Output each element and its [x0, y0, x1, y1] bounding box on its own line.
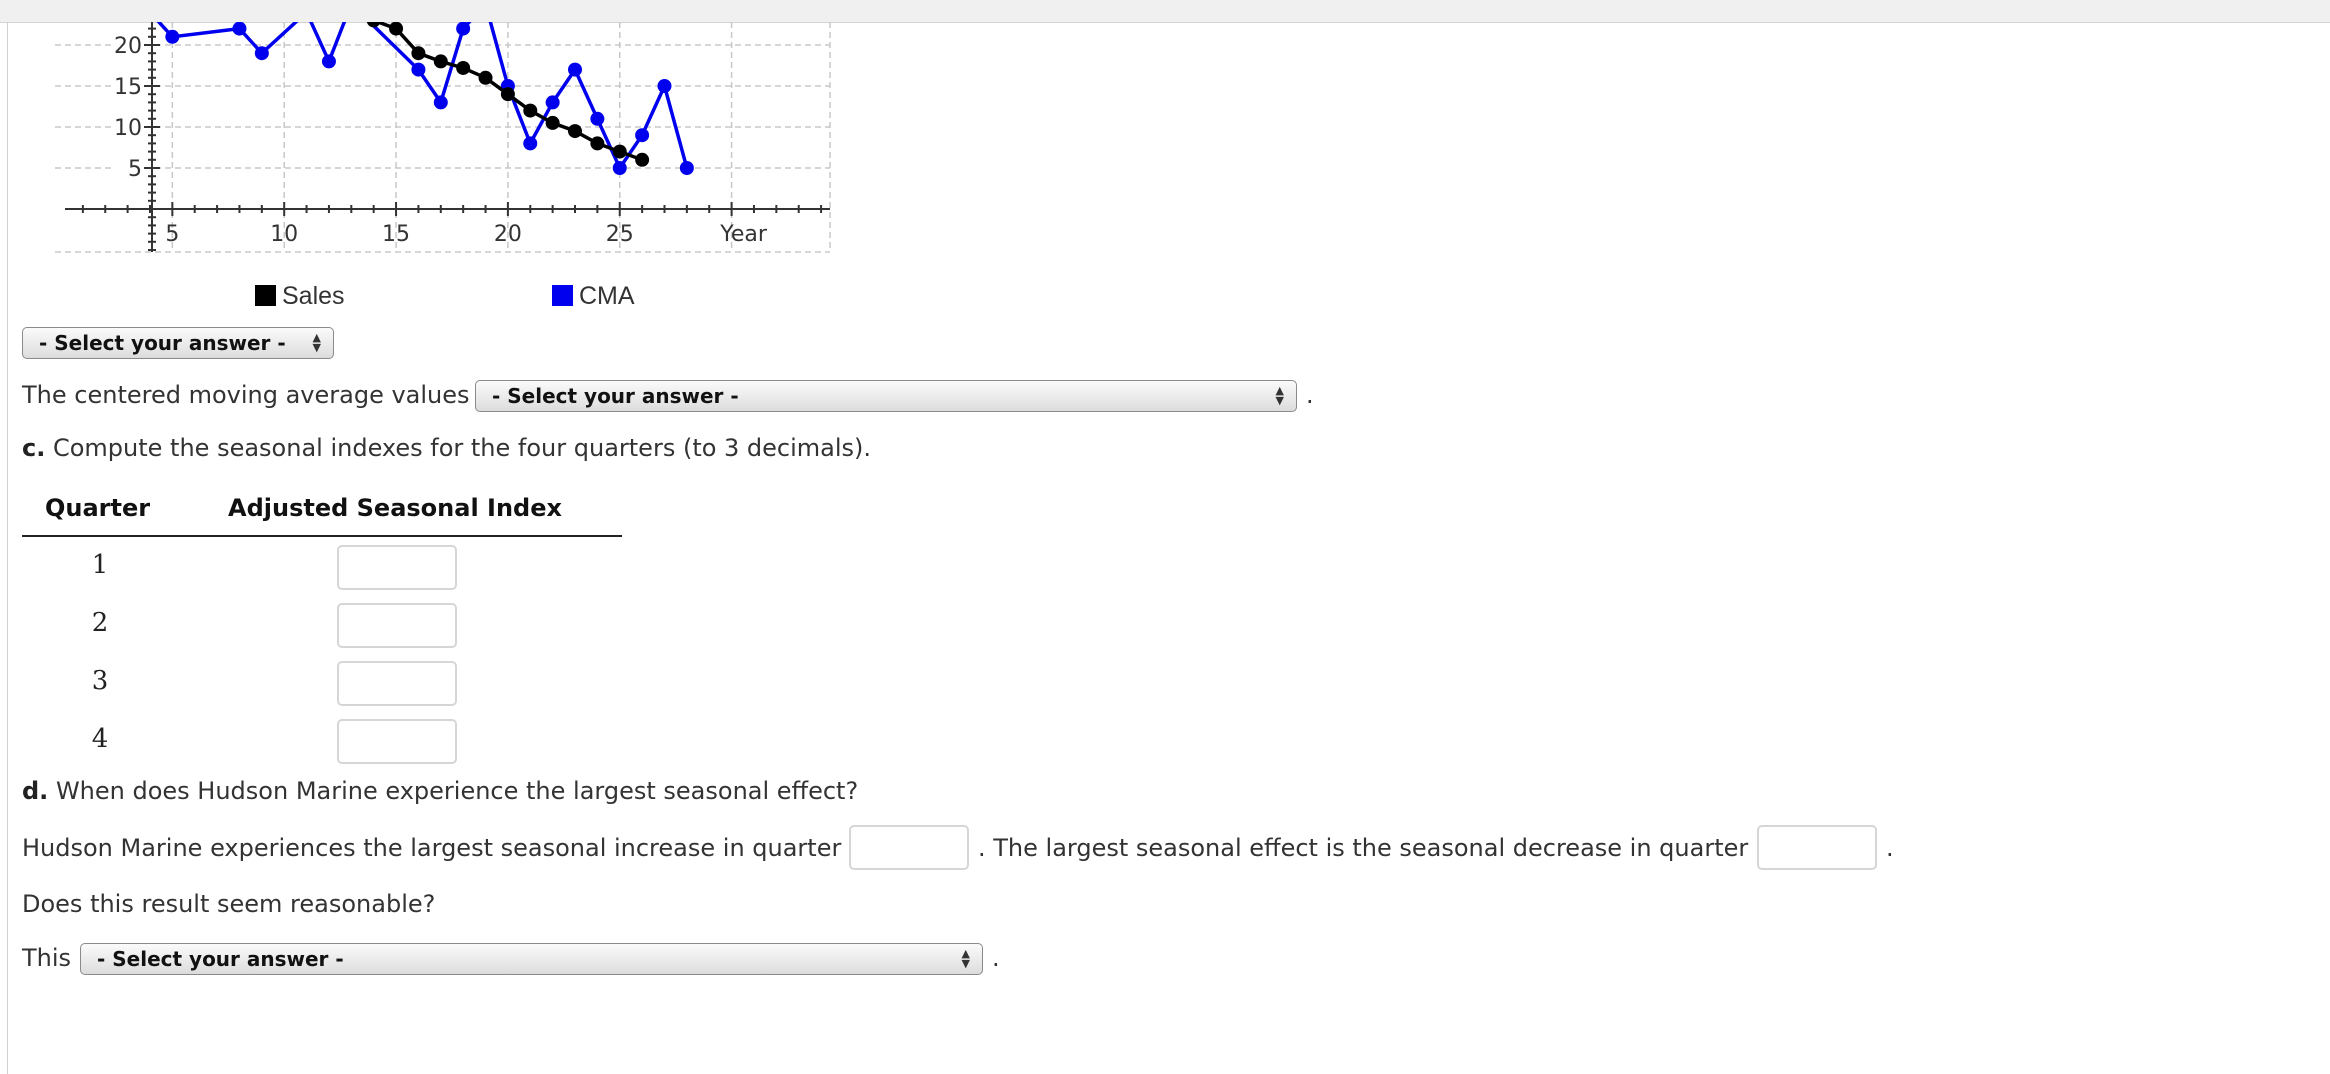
quarter-label-1: 1: [91, 550, 109, 580]
quarter-label-4: 4: [91, 724, 109, 754]
seasonal-index-input-4[interactable]: [337, 719, 457, 764]
series-point-cma: [322, 54, 336, 68]
x-tick-label-20: 20: [493, 222, 522, 247]
cma-select[interactable]: [475, 380, 1297, 412]
cma-suffix-text: .: [1306, 381, 1314, 409]
series-point-cma: [568, 63, 582, 77]
part-c-prompt: [22, 434, 871, 462]
series-point-cma: [255, 46, 269, 60]
this-prefix-text: This: [22, 944, 72, 972]
series-point-sales: [613, 145, 627, 159]
quarter-label-3: 3: [91, 666, 109, 696]
quarter-label-2: 2: [91, 608, 109, 638]
series-point-cma: [613, 161, 627, 175]
largest-decrease-quarter-input[interactable]: [1757, 825, 1877, 870]
part-d-text: When does Hudson Marine experience the largest seasonal effect?: [55, 777, 859, 805]
table-header-quarter: Quarter: [45, 494, 151, 522]
part-c-letter: c.: [22, 434, 46, 462]
series-point-cma: [232, 22, 246, 36]
legend-swatch-sales: [255, 285, 276, 306]
y-tick-label-5: 5: [128, 157, 142, 182]
table-header-rule: [22, 535, 622, 537]
reasonable-select-label: - Select your answer -: [97, 947, 344, 971]
x-tick-label-15: 15: [382, 222, 411, 247]
answer-select-1-label: - Select your answer -: [39, 331, 286, 355]
series-point-cma: [523, 136, 537, 150]
series-point-sales: [411, 46, 425, 60]
x-tick-label-10: 10: [270, 222, 299, 247]
series-point-sales: [479, 71, 493, 85]
series-point-sales: [501, 87, 515, 101]
time-series-chart: [55, 22, 845, 332]
series-point-sales: [546, 116, 560, 130]
reasonable-question: Does this result seem reasonable?: [22, 890, 436, 918]
y-tick-label-15: 15: [114, 75, 142, 100]
answer-select-1[interactable]: [22, 327, 334, 359]
part-d-prompt: [22, 777, 858, 805]
series-point-sales: [568, 124, 582, 138]
series-point-cma: [546, 95, 560, 109]
seasonal-index-input-3[interactable]: [337, 661, 457, 706]
legend-label-cma: CMA: [579, 282, 635, 310]
series-point-sales: [523, 104, 537, 118]
series-point-sales: [367, 22, 381, 27]
x-tick-label-5: 5: [165, 222, 180, 247]
reasonable-select[interactable]: [80, 943, 983, 975]
cma-select-label: - Select your answer -: [492, 384, 739, 408]
this-suffix-text: .: [992, 944, 1000, 972]
series-point-cma: [411, 63, 425, 77]
d-sentence-part2: . The largest seasonal effect is the seasonal decrease in quarter: [978, 834, 1749, 862]
select-arrows-icon: ▲ ▼: [961, 947, 970, 970]
chart-axes: [65, 22, 830, 252]
select-arrows-icon: ▲ ▼: [312, 331, 321, 354]
seasonal-index-input-2[interactable]: [337, 603, 457, 648]
legend-label-sales: Sales: [282, 282, 345, 310]
series-point-cma: [456, 22, 470, 36]
series-point-cma: [657, 79, 671, 93]
select-arrows-icon: ▲ ▼: [1275, 384, 1284, 407]
series-point-sales: [590, 136, 604, 150]
legend-swatch-cma: [552, 285, 573, 306]
x-axis-unit-label: Year: [720, 222, 767, 247]
series-point-cma: [434, 95, 448, 109]
d-sentence-part3: .: [1886, 834, 1894, 862]
series-point-cma: [680, 161, 694, 175]
browser-top-bar: [0, 0, 2330, 23]
series-point-sales: [389, 22, 403, 36]
y-tick-label-10: 10: [114, 116, 142, 141]
series-point-sales: [434, 54, 448, 68]
largest-increase-quarter-input[interactable]: [849, 825, 969, 870]
seasonal-index-input-1[interactable]: [337, 545, 457, 590]
table-header-index: Adjusted Seasonal Index: [228, 494, 562, 522]
part-d-letter: d.: [22, 777, 49, 805]
cma-prefix-text: The centered moving average values: [22, 381, 470, 409]
frame-left-border: [7, 22, 8, 1074]
series-point-sales: [635, 153, 649, 167]
series-point-cma: [590, 112, 604, 126]
series-point-cma: [165, 30, 179, 44]
series-point-cma: [635, 128, 649, 142]
x-tick-label-25: 25: [605, 222, 634, 247]
y-tick-label-20: 20: [114, 34, 142, 59]
part-c-text: Compute the seasonal indexes for the four quarters (to 3 decimals).: [52, 434, 872, 462]
d-sentence-part1: Hudson Marine experiences the largest seasonal increase in quarter: [22, 834, 842, 862]
series-point-sales: [456, 61, 470, 75]
